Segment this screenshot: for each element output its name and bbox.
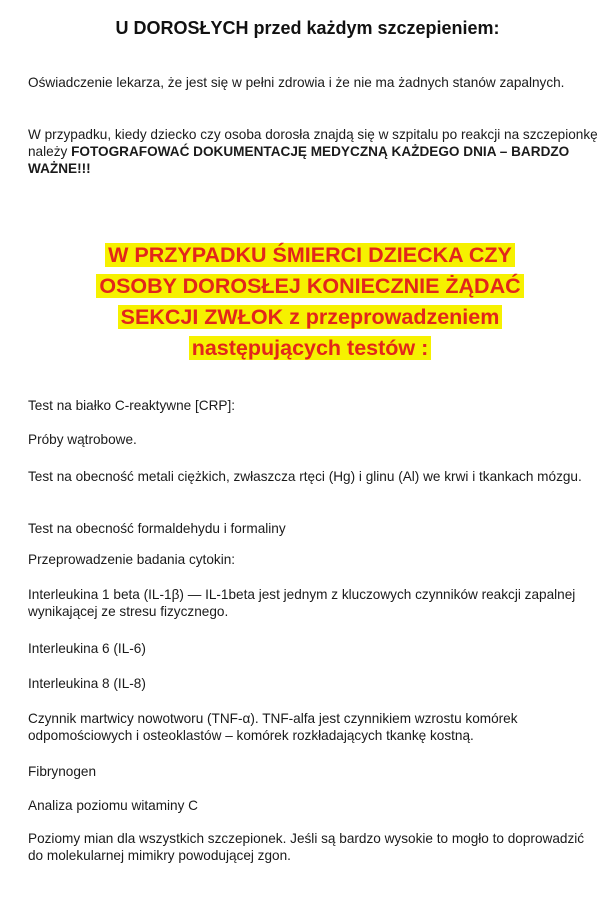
test-item-fibrinogen: Fibrynogen [28, 764, 97, 779]
alert-line-4: następujących testów : [189, 336, 432, 360]
test-item-vaccine-titers: Poziomy mian dla wszystkich szczepionek. Jeśli są bardzo wysokie to mogło to doprowadzić do molekularnej mimikry powodującej zgon. [28, 831, 585, 863]
test-item-cytokines: Przeprowadzenie badania cytokin: [28, 552, 236, 567]
test-item-liver: Próby wątrobowe. [28, 432, 137, 447]
test-item-tnf: Czynnik martwicy nowotworu (TNF-α). TNF-alfa jest czynnikiem wzrostu komórek odpomościowych i osteoklastów – komórek rozkładających tkankę kostną. [28, 711, 518, 743]
page-title: U DOROSŁYCH przed każdym szczepieniem: [115, 18, 500, 38]
intro-paragraph-1-text: Oświadczenie lekarza, że jest się w pełni zdrowia i że nie ma żadnych stanów zapalnych. [28, 75, 565, 90]
test-item-formaldehyde: Test na obecność formaldehydu i formaliny [28, 521, 286, 536]
test-item-il1b: Interleukina 1 beta (IL-1β) — IL-1beta jest jednym z kluczowych czynników reakcji zapalnej wynikającej ze stresu fizycznego. [28, 587, 576, 619]
alert-line-1: W PRZYPADKU ŚMIERCI DZIECKA CZY [105, 243, 515, 267]
autopsy-alert [40, 240, 580, 364]
alert-line-2: OSOBY DOROSŁEJ KONIECZNIE ŻĄDAĆ [96, 274, 523, 298]
alert-line-3: SEKCJI ZWŁOK z przeprowadzeniem [118, 305, 503, 329]
test-item-vitamin-c: Analiza poziomu witaminy C [28, 798, 198, 813]
test-item-il8: Interleukina 8 (IL-8) [28, 676, 146, 691]
intro-paragraph-2 [28, 126, 598, 177]
intro-paragraph-1 [28, 74, 598, 91]
intro-paragraph-2-emphasis: FOTOGRAFOWAĆ DOKUMENTACJĘ MEDYCZNĄ KAŻDEGO DNIA – BARDZO WAŻNE!!! [28, 144, 570, 176]
intro-paragraph-2-text: W przypadku, kiedy dziecko czy osoba dorosła znajdą się w szpitalu po reakcji na szczepionkę należy [28, 127, 598, 159]
test-item-crp: Test na białko C-reaktywne [CRP]: [28, 398, 236, 413]
test-item-heavy-metals: Test na obecność metali ciężkich, zwłaszcza rtęci (Hg) i glinu (Al) we krwi i tkankach mózgu. [28, 469, 582, 484]
test-item-il6: Interleukina 6 (IL-6) [28, 641, 146, 656]
